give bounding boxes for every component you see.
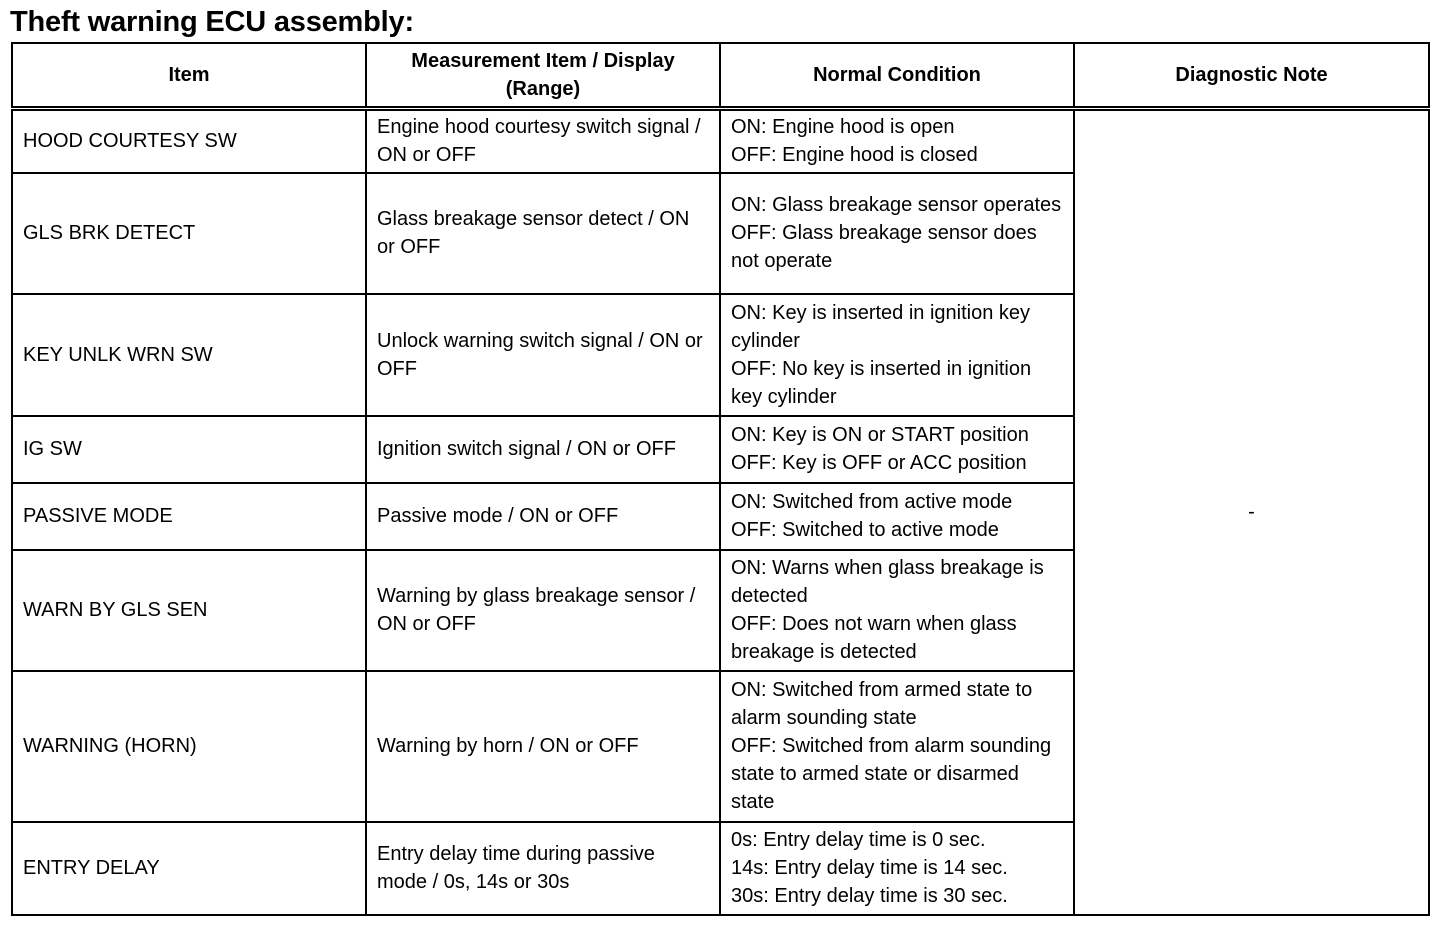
- item-cell: HOOD COURTESY SW: [12, 109, 366, 173]
- normal-condition-cell: [720, 483, 1074, 550]
- measurement-cell: Glass breakage sensor detect / ON or OFF: [366, 173, 720, 294]
- item-cell: IG SW: [12, 416, 366, 483]
- condition-line: ON: Key is ON or START position: [731, 424, 1029, 446]
- condition-line: 0s: Entry delay time is 0 sec.: [731, 829, 986, 851]
- page-title: Theft warning ECU assembly:: [10, 6, 414, 38]
- normal-condition-cell: [720, 822, 1074, 915]
- normal-condition-cell: [720, 550, 1074, 671]
- condition-line: ON: Engine hood is open: [731, 116, 955, 139]
- measurement-cell: Entry delay time during passive mode / 0s, 14s or 30s: [366, 822, 720, 915]
- normal-condition-cell: [720, 671, 1074, 822]
- item-cell: KEY UNLK WRN SW: [12, 294, 366, 416]
- item-cell: PASSIVE MODE: [12, 483, 366, 550]
- normal-condition-cell: [720, 294, 1074, 416]
- condition-line: ON: Glass breakage sensor operates: [731, 194, 1062, 216]
- condition-line: ON: Switched from armed state to alarm sounding state: [731, 679, 1033, 729]
- item-cell: WARNING (HORN): [12, 671, 366, 822]
- diagnostic-note-cell: -: [1074, 109, 1429, 915]
- item-cell: ENTRY DELAY: [12, 822, 366, 915]
- measurement-cell: Engine hood courtesy switch signal / ON or OFF: [366, 109, 720, 173]
- data-list-table: [11, 42, 1430, 916]
- header-diagnostic-note: Diagnostic Note: [1074, 43, 1429, 109]
- table-row: [12, 109, 1429, 173]
- condition-line: OFF: Switched to active mode: [731, 519, 999, 541]
- measurement-cell: Warning by horn / ON or OFF: [366, 671, 720, 822]
- measurement-cell: Unlock warning switch signal / ON or OFF: [366, 294, 720, 416]
- condition-line: OFF: No key is inserted in ignition key cylinder: [731, 357, 1032, 408]
- normal-condition-cell: [720, 416, 1074, 483]
- table-header-row: [12, 43, 1429, 109]
- condition-line: 14s: Entry delay time is 14 sec.: [731, 857, 1008, 879]
- condition-line: ON: Warns when glass breakage is detected: [731, 557, 1044, 607]
- normal-condition-cell: [720, 173, 1074, 294]
- condition-line: OFF: Engine hood is closed: [731, 144, 978, 167]
- measurement-cell: Warning by glass breakage sensor / ON or OFF: [366, 550, 720, 671]
- header-measurement: Measurement Item / Display (Range): [366, 43, 720, 109]
- condition-line: ON: Key is inserted in ignition key cylinder: [731, 301, 1031, 352]
- measurement-cell: Passive mode / ON or OFF: [366, 483, 720, 550]
- condition-line: ON: Switched from active mode: [731, 491, 1013, 513]
- item-cell: WARN BY GLS SEN: [12, 550, 366, 671]
- condition-line: OFF: Key is OFF or ACC position: [731, 452, 1027, 474]
- condition-line: OFF: Does not warn when glass breakage is detected: [731, 613, 1017, 663]
- item-cell: GLS BRK DETECT: [12, 173, 366, 294]
- condition-line: OFF: Switched from alarm sounding state to armed state or disarmed state: [731, 735, 1052, 813]
- header-item: Item: [12, 43, 366, 109]
- condition-line: 30s: Entry delay time is 30 sec.: [731, 885, 1008, 907]
- header-normal-condition: Normal Condition: [720, 43, 1074, 109]
- condition-line: OFF: Glass breakage sensor does not operate: [731, 222, 1037, 272]
- normal-condition-cell: [720, 109, 1074, 173]
- measurement-cell: Ignition switch signal / ON or OFF: [366, 416, 720, 483]
